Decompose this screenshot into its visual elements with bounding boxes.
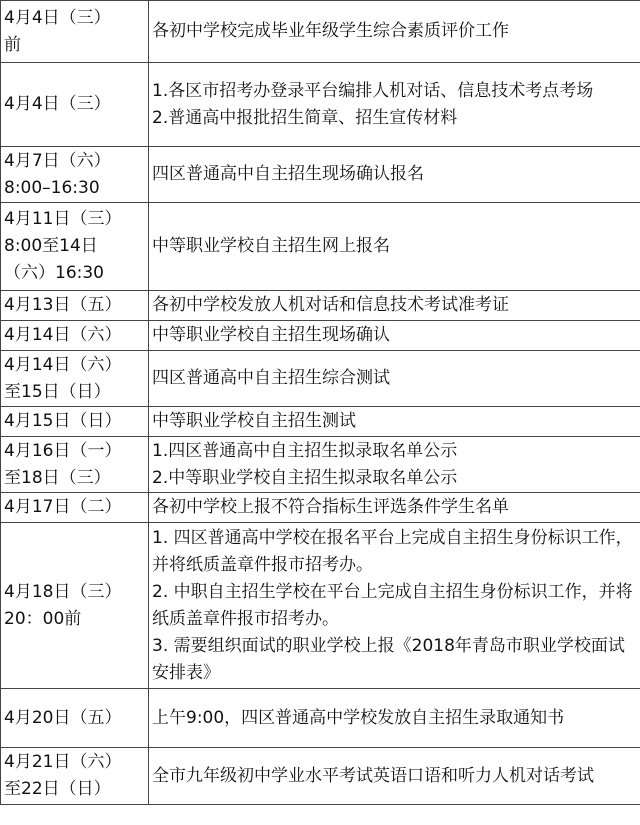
task-text: 各初中学校完成毕业年级学生综合素质评价工作 [152, 21, 509, 41]
date-text: 4月15日（日） [4, 411, 122, 431]
date-text: 4月17日（二） [4, 497, 122, 517]
task-text: 中等职业学校自主招生网上报名 [152, 236, 390, 256]
task-cell [149, 63, 640, 147]
date-text: 4月21日（六） [4, 752, 122, 772]
schedule-row [1, 63, 640, 147]
schedule-row [1, 1, 640, 63]
date-text: 4月7日（六） [4, 150, 111, 171]
task-text: 1. 四区普通高中学校在报名平台上完成自主招生身份标识工作，并将纸质盖章件报市招考办。 [152, 527, 633, 575]
schedule-row [1, 147, 640, 203]
date-text: 4月20日（五） [4, 707, 122, 728]
task-text: 各初中学校上报不符合指标生评选条件学生名单 [152, 497, 509, 517]
task-text: 各初中学校发放人机对话和信息技术考试准考证 [152, 295, 509, 315]
date-text: （六）16:30 [4, 263, 104, 283]
schedule-row [1, 437, 640, 493]
task-cell [149, 407, 640, 437]
date-text: 4月16日（一） [4, 440, 122, 461]
date-cell [1, 748, 149, 805]
date-text: 20：00前 [4, 608, 82, 629]
task-cell [149, 493, 640, 523]
schedule-row [1, 351, 640, 407]
date-cell [1, 147, 149, 203]
task-cell [149, 321, 640, 351]
date-cell [1, 437, 149, 493]
task-cell [149, 291, 640, 321]
task-cell [149, 689, 640, 748]
task-text: 2.普通高中报批招生简章、招生宣传材料 [152, 107, 458, 128]
schedule-row [1, 493, 640, 523]
schedule-row [1, 523, 640, 689]
date-cell [1, 63, 149, 147]
date-text: 至22日（日） [4, 779, 111, 799]
date-text: 4月13日（五） [4, 295, 122, 315]
schedule-row [1, 748, 640, 805]
task-text: 四区普通高中自主招生综合测试 [152, 368, 390, 388]
date-cell [1, 407, 149, 437]
task-text: 中等职业学校自主招生现场确认 [152, 325, 390, 345]
date-text: 前 [4, 34, 21, 55]
task-cell [149, 1, 640, 63]
task-text: 1.各区市招考办登录平台编排人机对话、信息技术考点考场 [152, 80, 594, 101]
date-cell [1, 523, 149, 689]
date-text: 4月4日（三） [4, 94, 111, 114]
schedule-row [1, 203, 640, 291]
date-text: 4月11日（三） [4, 209, 122, 229]
schedule-row [1, 689, 640, 748]
task-cell [149, 523, 640, 689]
date-text: 4月4日（三） [4, 7, 111, 28]
task-cell [149, 748, 640, 805]
date-cell [1, 1, 149, 63]
task-cell [149, 147, 640, 203]
date-text: 至18日（三） [4, 467, 111, 488]
task-text: 上午9:00，四区普通高中学校发放自主招生录取通知书 [152, 707, 565, 728]
schedule-row [1, 321, 640, 351]
task-text: 全市九年级初中学业水平考试英语口语和听力人机对话考试 [152, 765, 594, 786]
date-text: 4月18日（三） [4, 581, 122, 602]
date-text: 4月14日（六） [4, 325, 122, 345]
date-cell [1, 351, 149, 407]
task-text: 四区普通高中自主招生现场确认报名 [152, 164, 424, 184]
task-cell [149, 437, 640, 493]
date-cell [1, 203, 149, 291]
date-cell [1, 493, 149, 523]
date-cell [1, 321, 149, 351]
date-text: 4月14日（六） [4, 354, 122, 375]
task-cell [149, 203, 640, 291]
date-text: 至15日（日） [4, 381, 111, 402]
task-text: 2. 中职自主招生学校在平台上完成自主招生身份标识工作，并将纸质盖章件报市招考办。 [152, 581, 633, 629]
date-text: 8:00至14日 [4, 236, 98, 256]
date-cell [1, 689, 149, 748]
task-cell [149, 351, 640, 407]
task-text: 1.四区普通高中自主招生拟录取名单公示 [152, 440, 458, 461]
task-text: 中等职业学校自主招生测试 [152, 411, 356, 431]
task-text: 2.中等职业学校自主招生拟录取名单公示 [152, 467, 458, 488]
schedule-row [1, 407, 640, 437]
date-cell [1, 291, 149, 321]
schedule-row [1, 291, 640, 321]
schedule-rows [1, 1, 640, 805]
task-text: 3. 需要组织面试的职业学校上报《2018年青岛市职业学校面试安排表》 [152, 635, 625, 683]
date-text: 8:00–16:30 [4, 177, 100, 198]
